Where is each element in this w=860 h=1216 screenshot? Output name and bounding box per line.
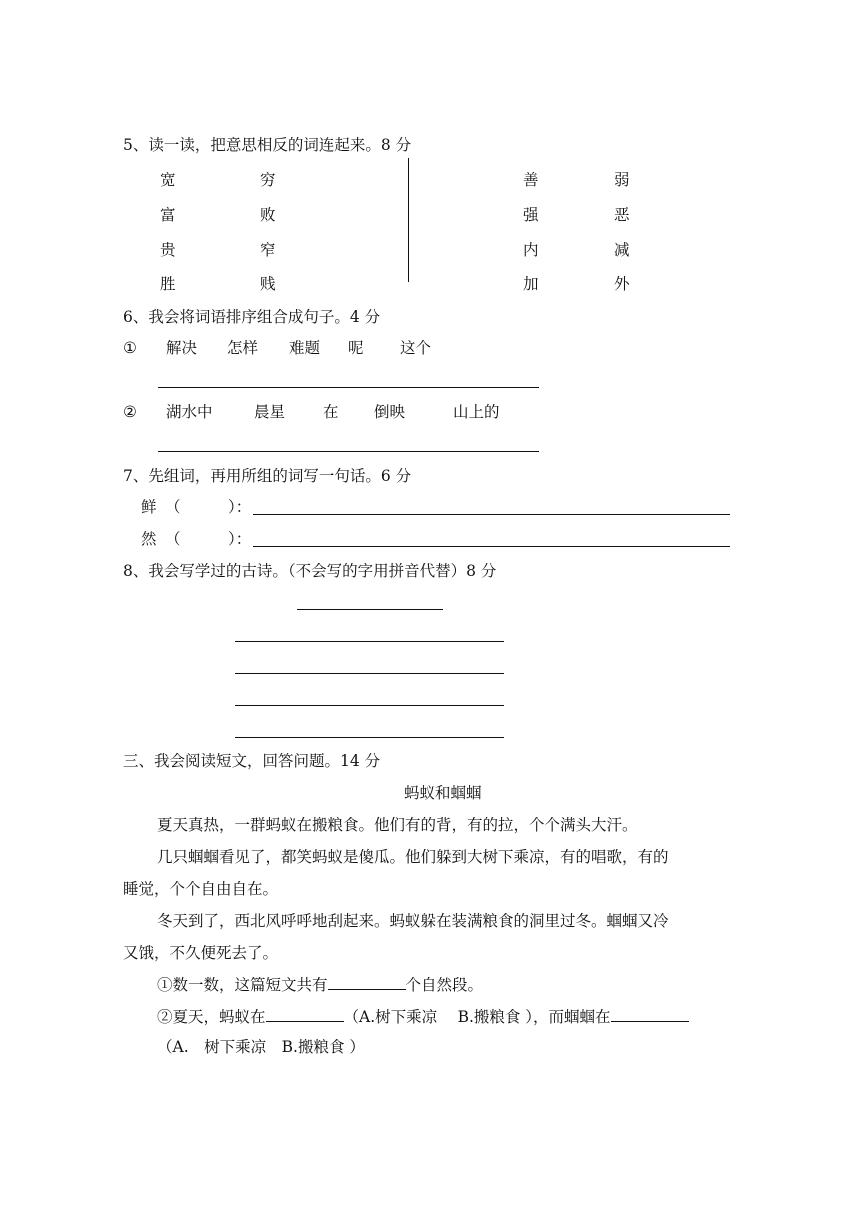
word-left-b-3: 窄 [260,241,276,259]
word-left-b-2: 败 [260,206,276,224]
q7-char-1: 鲜 [141,498,157,516]
paren-close: ）： [228,498,252,516]
q6-marker-2: ② [123,403,137,421]
options-text: （A.树下乘凉 B.搬粮食 ），而蝈蝈在 [343,1008,611,1026]
q6-word: 怎样 [227,339,259,357]
word-right-b-1: 弱 [614,171,630,189]
blank[interactable] [328,973,406,990]
story-paragraph-2-cont: 睡觉，个个自由自在。 [123,880,279,898]
word-right-b-4: 外 [614,275,630,293]
story-paragraph-3: 冬天到了，西北风呼呼地刮起来。蚂蚁躲在装满粮食的洞里过冬。蝈蝈又冷 [157,912,669,930]
reading-question-1 [157,973,483,995]
sentence-line[interactable] [253,546,730,547]
paren-close: ）： [228,530,252,548]
sentence-line[interactable] [253,514,730,515]
q6-word: 晨星 [254,403,286,421]
blank[interactable] [266,1005,344,1022]
word-right-4: 加 [523,275,539,293]
reading-question-2 [157,1005,689,1027]
answer-line[interactable] [158,387,539,388]
word-left-1: 宽 [160,171,176,189]
story-paragraph-2: 几只蝈蝈看见了，都笑蚂蚁是傻瓜。他们躲到大树下乘凉，有的唱歌，有的 [157,848,669,866]
word-left-b-1: 穷 [260,171,276,189]
word-right-3: 内 [523,241,539,259]
word-left-3: 贵 [160,241,176,259]
paren-open: （ [165,530,181,548]
q6-word: 难题 [289,339,321,357]
q6-word: 呢 [348,339,364,357]
poem-line[interactable] [235,641,504,642]
poem-line[interactable] [235,673,504,674]
question-text: ②夏天，蚂蚁在 [157,1008,266,1026]
poem-title-line[interactable] [297,609,443,610]
q7-char-2: 然 [141,530,157,548]
q6-word: 湖水中 [166,403,213,421]
q6-word: 解决 [166,339,198,357]
word-left-2: 富 [160,206,176,224]
word-right-1: 善 [523,171,539,189]
question-text: ①数一数，这篇短文共有 [157,976,328,994]
reading-question-2-options: （A. 树下乘凉 B.搬粮食 ） [157,1038,365,1056]
q6-title: 6、我会将词语排序组合成句子。4 分 [123,308,381,326]
blank[interactable] [611,1005,689,1022]
section-3-heading: 三、我会阅读短文，回答问题。14 分 [123,752,381,770]
paren-open: （ [165,498,181,516]
q6-word: 这个 [400,339,432,357]
q7-title: 7、先组词，再用所组的词写一句话。6 分 [123,467,412,485]
answer-line[interactable] [158,451,539,452]
word-left-4: 胜 [160,275,176,293]
word-right-b-2: 恶 [614,206,630,224]
q8-title: 8、我会写学过的古诗。（不会写的字用拼音代替）8 分 [123,562,497,580]
q6-word: 倒映 [374,403,406,421]
q6-word: 在 [323,403,339,421]
word-right-b-3: 减 [614,241,630,259]
word-right-2: 强 [523,206,539,224]
story-paragraph-3-cont: 又饿，不久便死去了。 [123,944,279,962]
q6-word: 山上的 [453,403,500,421]
story-paragraph-1: 夏天真热，一群蚂蚁在搬粮食。他们有的背，有的拉，个个满头大汗。 [157,816,638,834]
poem-line[interactable] [235,705,504,706]
q6-marker-1: ① [123,339,137,357]
poem-line[interactable] [235,737,504,738]
story-title: 蚂蚁和蝈蝈 [404,784,482,802]
q5-title: 5、读一读，把意思相反的词连起来。8 分 [123,136,412,154]
column-divider [408,158,409,282]
word-left-b-4: 贱 [260,275,276,293]
question-text: 个自然段。 [405,976,484,994]
